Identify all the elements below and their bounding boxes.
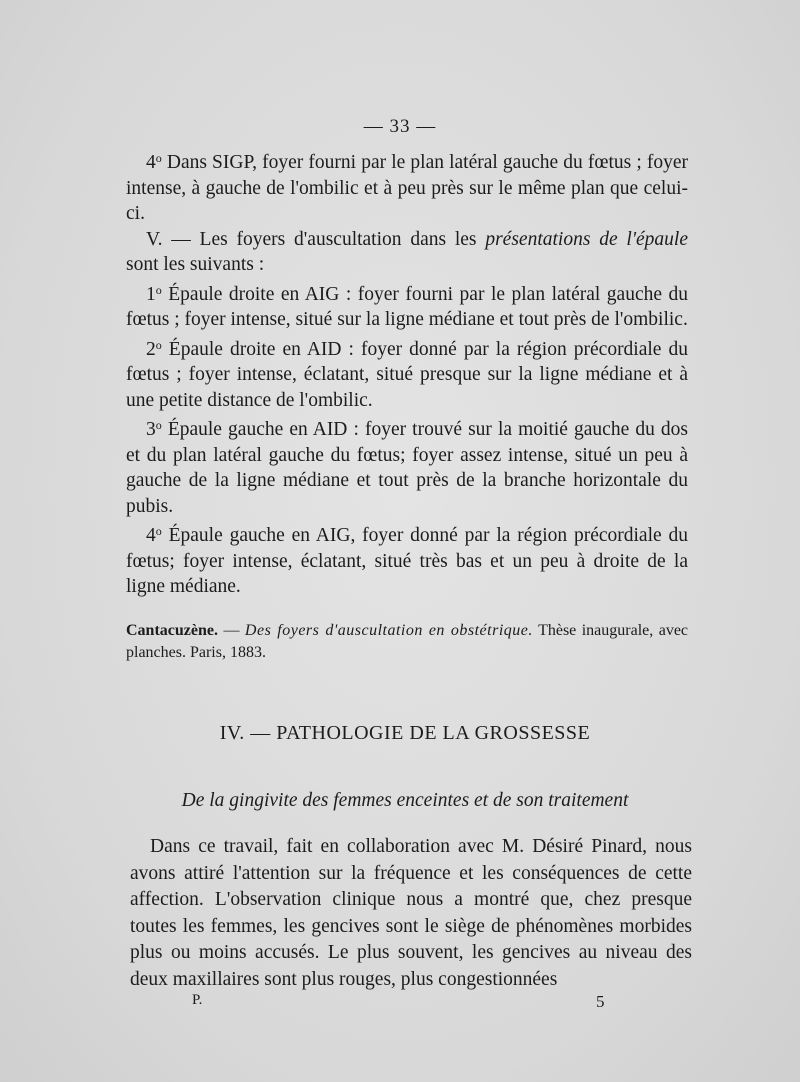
reference-author: Cantacuzène. xyxy=(126,622,218,639)
emphasized-text: présentations de l'épaule xyxy=(485,228,688,250)
ordinal-suffix: o xyxy=(155,524,162,538)
bibliographic-reference xyxy=(126,620,688,664)
section-text xyxy=(130,834,692,993)
paragraph-number: 3 xyxy=(146,419,156,440)
paragraph-epaule-1 xyxy=(126,278,688,333)
reference-details: Thèse inaugurale, avec planches. Paris, 1883. xyxy=(126,622,689,661)
body-text xyxy=(126,146,688,600)
paragraph-number: 4 xyxy=(146,152,156,173)
reference-title: Des foyers d'auscultation en obstétrique. xyxy=(244,622,533,639)
section-subheading: De la gingivite des femmes enceintes et de son traitement xyxy=(181,790,629,811)
paragraph-epaule-4 xyxy=(126,519,688,600)
signature-number: 5 xyxy=(596,992,605,1011)
paragraph-text: Épaule gauche en AIG, foyer donné par la région précordiale du fœtus; foyer intense, éclatant, situé très bas et un peu à droite de la ligne médiane. xyxy=(126,525,688,597)
paragraph-text: Dans SIGP, foyer fourni par le plan latéral gauche du fœtus ; foyer intense, à gauche de l'ombilic et à peu près sur le même plan que celui-ci. xyxy=(126,152,688,224)
signature-mark: P. xyxy=(192,992,203,1008)
section-paragraph: Dans ce travail, fait en collaboration avec M. Désiré Pinard, nous avons attiré l'attention sur la fréquence et les conséquences de cette affection. L'observation clinique nous a montré que, chez presque toutes les femmes, les gencives sont le siège de phénomènes morbides plus ou moins accusés. Le plus souvent, les gencives au niveau des deux maxillaires sont plus rouges, plus congestionnées xyxy=(130,836,692,990)
ordinal-suffix: o xyxy=(155,282,162,297)
paragraph-number: 2 xyxy=(146,338,156,360)
ordinal-suffix: o xyxy=(155,151,162,165)
reference-dash: — xyxy=(217,622,245,639)
paragraph-text-after: sont les suivants : xyxy=(126,254,265,275)
paragraph-text: Épaule droite en AIG : foyer fourni par le plan latéral gauche du fœtus ; foyer intense, situé sur la ligne médiane et tout près de l'ombilic. xyxy=(126,283,688,330)
paragraph-epaule-2 xyxy=(126,333,688,414)
paragraph-text: V. — Les foyers d'auscultation dans les xyxy=(146,228,486,250)
paragraph-epaule-3 xyxy=(126,413,688,519)
ordinal-suffix: o xyxy=(155,337,162,352)
paragraph-sigp xyxy=(126,146,688,227)
paragraph-text: Épaule droite en AID : foyer donné par la région précordiale du fœtus ; foyer intense, éclatant, situé presque sur la ligne médiane et à une petite distance de l'ombilic. xyxy=(126,338,688,411)
page-number: — 33 — xyxy=(363,116,437,137)
ordinal-suffix: o xyxy=(155,418,162,432)
paragraph-text: Épaule gauche en AID : foyer trouvé sur la moitié gauche du dos et du plan latéral gauche du fœtus; foyer assez intense, situé un peu à gauche de la ligne médiane et tout près de la branche horizontale du pubis. xyxy=(126,419,688,517)
section-heading: IV. — PATHOLOGIE DE LA GROSSESSE xyxy=(219,722,591,744)
paragraph-number: 1 xyxy=(146,283,156,305)
paragraph-number: 4 xyxy=(146,525,156,546)
paragraph-epaule-intro xyxy=(126,227,688,278)
